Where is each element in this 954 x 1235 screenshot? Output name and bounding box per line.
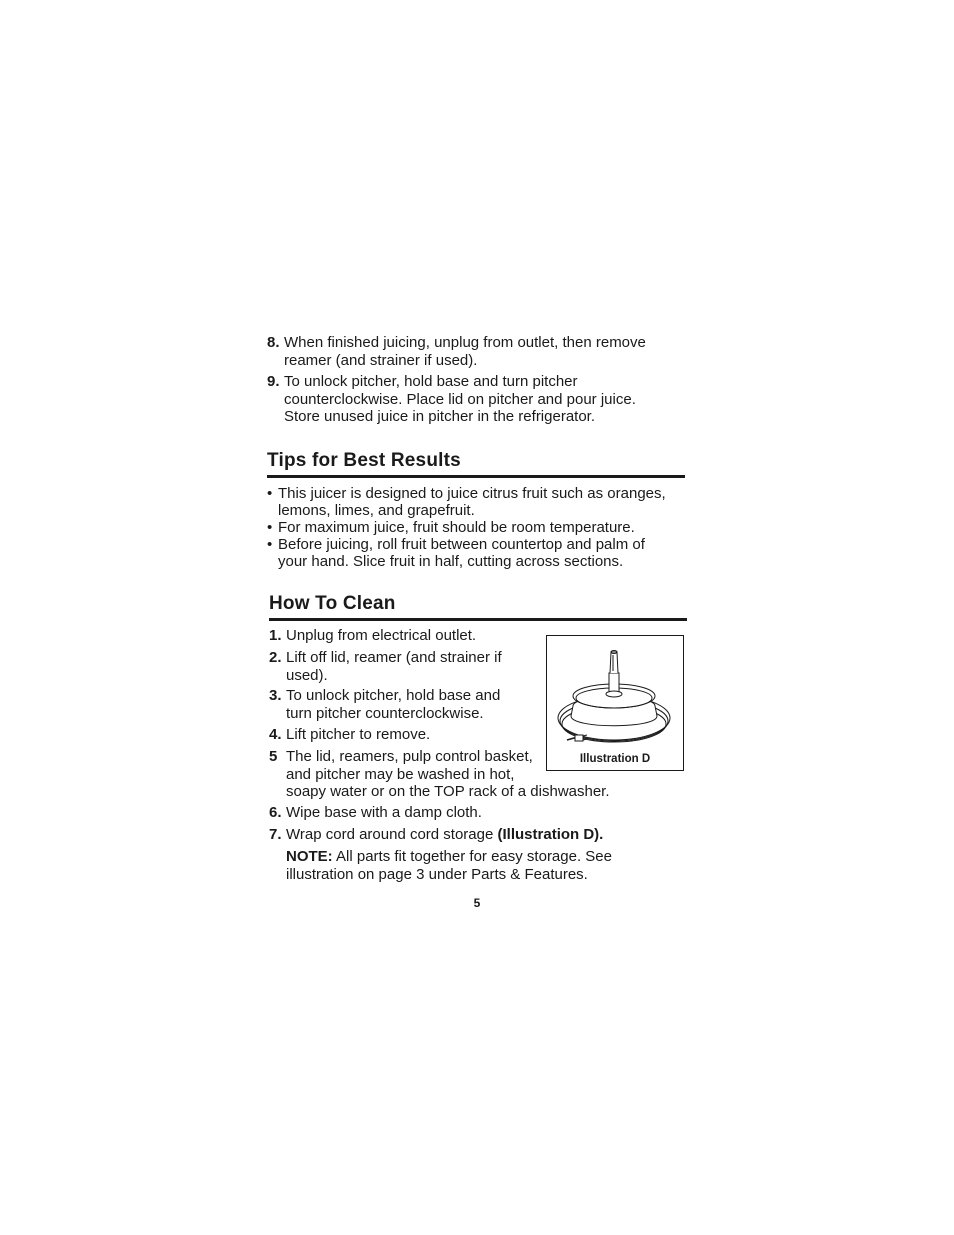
step-8 <box>267 334 687 370</box>
illustration-d <box>546 635 684 771</box>
step-text: Wrap cord around cord storage <box>286 826 498 843</box>
step-number: 4. <box>269 726 282 743</box>
clean-step-4 <box>269 726 539 744</box>
tips-heading: Tips for Best Results <box>267 450 461 471</box>
step-number: 2. <box>269 649 282 666</box>
step-text-line: Store unused juice in pitcher in the refrigerator. <box>284 408 596 425</box>
step-9 <box>267 373 687 427</box>
step-number: 3. <box>269 687 282 704</box>
tip-text-line: your hand. Slice fruit in half, cutting across sections. <box>278 553 624 570</box>
step-number: 5 <box>269 748 278 765</box>
note-label: NOTE: <box>286 848 333 865</box>
step-text-line: used). <box>286 666 328 684</box>
step-text-line: counterclockwise. Place lid on pitcher and pour juice. <box>284 390 636 408</box>
illustration-caption: Illustration D <box>579 753 651 765</box>
clean-step-3 <box>269 687 539 723</box>
step-text-line: To unlock pitcher, hold base and <box>286 687 501 704</box>
step-text-line: Unplug from electrical outlet. <box>286 627 477 644</box>
illustration-reference: (Illustration D). <box>497 826 604 843</box>
step-number: 7. <box>269 826 282 843</box>
step-number: 8. <box>267 334 280 351</box>
step-text-line: To unlock pitcher, hold base and turn pitcher <box>284 373 578 390</box>
tips-divider <box>267 475 685 478</box>
tip-text-line: Before juicing, roll fruit between countertop and palm of <box>278 536 645 553</box>
step-number: 6. <box>269 804 282 821</box>
clean-step-2 <box>269 649 539 685</box>
clean-heading: How To Clean <box>269 593 396 614</box>
step-text-line: Wipe base with a damp cloth. <box>286 804 482 821</box>
tip-item <box>267 485 687 519</box>
tip-text-line: lemons, limes, and grapefruit. <box>278 502 475 519</box>
step-text-line: The lid, reamers, pulp control basket, <box>286 748 533 765</box>
step-text-line: reamer (and strainer if used). <box>284 351 478 369</box>
tip-item <box>267 536 687 570</box>
note-text-line: illustration on page 3 under Parts & Features. <box>286 865 588 883</box>
note <box>286 848 612 883</box>
step-text-line: Lift off lid, reamer (and strainer if <box>286 649 502 666</box>
bullet-icon: • <box>267 536 273 553</box>
clean-step-7 <box>269 826 649 844</box>
page-number: 5 <box>473 896 481 910</box>
step-text-line: and pitcher may be washed in hot, <box>286 765 515 783</box>
tip-text-line: For maximum juice, fruit should be room temperature. <box>278 519 635 536</box>
clean-step-1 <box>269 627 539 645</box>
step-number: 9. <box>267 373 280 390</box>
note-text-line: All parts fit together for easy storage. See <box>332 848 612 865</box>
step-text-line: When finished juicing, unplug from outlet, then remove <box>284 334 646 351</box>
bullet-icon: • <box>267 485 273 502</box>
step-text-line: turn pitcher counterclockwise. <box>286 704 484 722</box>
clean-divider <box>269 618 687 621</box>
tip-text-line: This juicer is designed to juice citrus fruit such as oranges, <box>278 485 666 502</box>
step-text-line: Lift pitcher to remove. <box>286 726 431 743</box>
step-number: 1. <box>269 627 282 644</box>
step-text-line: soapy water or on the TOP rack of a dishwasher. <box>286 783 610 800</box>
clean-step-6 <box>269 804 569 822</box>
bullet-icon: • <box>267 519 273 536</box>
tip-item <box>267 519 687 536</box>
juicer-base-with-cord-illustration <box>547 636 682 751</box>
